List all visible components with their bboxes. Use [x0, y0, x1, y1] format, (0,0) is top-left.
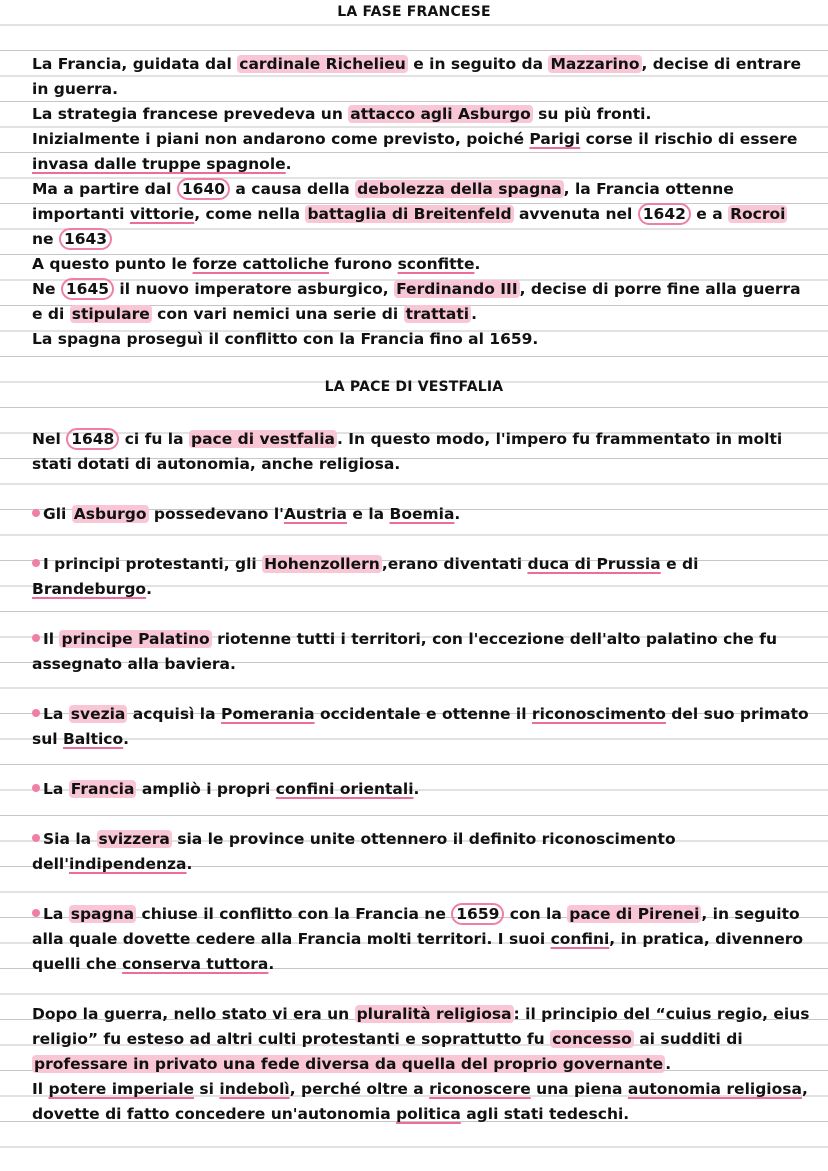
circled-year-1640: 1640	[177, 178, 230, 200]
highlight-richelieu: cardinale Richelieu	[239, 55, 406, 73]
section-title-pace-vestfalia: LA PACE DI VESTFALIA	[324, 379, 504, 395]
underline-austria: Austria	[283, 505, 348, 523]
highlight-pace-pirenei: pace di Pirenei	[569, 905, 700, 923]
highlight-mazzarino: Mazzarino	[550, 55, 640, 73]
highlight-principe-palatino: principe Palatino	[61, 630, 210, 648]
bullet-principe-palatino: Il principe Palatino riotenne tutti i territori, con l'eccezione dell'alto palatino che fu assegnato alla baviera.	[32, 630, 777, 673]
underline-boemia: Boemia	[389, 505, 455, 523]
underline-sconfitte: sconfitte	[397, 255, 475, 273]
underline-riconoscimento: riconoscimento	[531, 705, 666, 723]
underline-indipendenza: indipendenza	[68, 855, 187, 873]
highlight-breitenfeld: battaglia di Breitenfeld	[307, 205, 512, 223]
highlight-pace-vestfalia: pace di vestfalia	[190, 430, 335, 448]
paragraph-piani: Inizialmente i piani non andarono come previsto, poiché Parigi corse il rischio di essere invasa dalle truppe spagnole.	[32, 130, 798, 173]
bullet-asburgo: Gli Asburgo possedevano l'Austria e la Boemia.	[32, 502, 810, 527]
highlight-pluralita-religiosa: pluralità religiosa	[356, 1005, 512, 1023]
highlight-ferdinando-iii: Ferdinando III	[396, 280, 518, 298]
highlight-svizzera: svizzera	[98, 830, 170, 848]
bullet-francia: La Francia ampliò i propri confini orientali.	[32, 777, 810, 802]
highlight-debolezza-spagna: debolezza della spagna	[357, 180, 562, 198]
underline-politica: politica	[396, 1105, 461, 1123]
bullet-dot-icon	[32, 784, 40, 792]
bullet-dot-icon	[32, 559, 40, 567]
underline-potere-imperiale: potere imperiale	[48, 1080, 195, 1098]
highlight-francia: Francia	[70, 780, 135, 798]
underline-confini-orientali: confini orientali	[275, 780, 414, 798]
highlight-spagna: spagna	[70, 905, 135, 923]
bullet-spagna: La spagna chiuse il conflitto con la Francia ne 1659 con la pace di Pirenei , in seguito alla quale dovette cedere alla Francia molti territori. I suoi confini, in pratica, divennero quelli che conserva tuttora.	[32, 905, 804, 973]
circled-year-1642: 1642	[638, 203, 691, 225]
bullet-dot-icon	[32, 834, 40, 842]
bullet-principi-protestanti: I principi protestanti, gli Hohenzollern ,erano diventati duca di Prussia e di Brandeburgo.	[32, 555, 699, 598]
underline-brandeburgo: Brandeburgo	[32, 580, 147, 598]
circled-year-1659: 1659	[451, 903, 504, 925]
highlight-asburgo: Asburgo	[73, 505, 147, 523]
bullet-dot-icon	[32, 709, 40, 717]
paragraph-spagna-1659: La spagna proseguì il conflitto con la Francia fino al 1659.	[32, 330, 539, 348]
section-fase-francese	[32, 52, 810, 352]
highlight-svezia: svezia	[70, 705, 126, 723]
circled-year-1643: 1643	[59, 228, 112, 250]
bullet-svizzera: Sia la svizzera sia le province unite ottennero il definito riconoscimento dell'indipendenza.	[32, 830, 676, 873]
bullet-dot-icon	[32, 909, 40, 917]
underline-pomerania: Pomerania	[220, 705, 315, 723]
underline-riconoscere: riconoscere	[429, 1080, 531, 1098]
highlight-hohenzollern: Hohenzollern	[264, 555, 380, 573]
highlight-stipulare: stipulare	[71, 305, 150, 323]
paragraph-sconfitte: A questo punto le forze cattoliche furono sconfitte.	[32, 255, 481, 273]
paragraph-pluralita-religiosa: Dopo la guerra, nello stato vi era un pluralità religiosa : il principio del “cuius regio, eius religio” fu esteso ad altri culti protestanti e soprattutto fu concesso ai sudditi di professare in privato una fede diversa da quella del proprio governante .	[32, 1005, 810, 1073]
underline-confini: confini	[550, 930, 610, 948]
underline-truppe-spagnole: invasa dalle truppe spagnole	[32, 155, 286, 173]
section-title-fase-francese: LA FASE FRANCESE	[337, 4, 491, 20]
underline-duca-prussia: duca di Prussia	[527, 555, 661, 573]
highlight-attacco-asburgo: attacco agli Asburgo	[350, 105, 531, 123]
paragraph-potere-imperiale: Il potere imperiale si indebolì, perché oltre a riconoscere una piena autonomia religiosa, dovette di fatto concedere un'autonomia politica agli stati tedeschi.	[32, 1080, 808, 1123]
paragraph-strategia: La strategia francese prevedeva un attacco agli Asburgo su più fronti.	[32, 105, 652, 123]
bullet-svezia: La svezia acquisì la Pomerania occidentale e ottenne il riconoscimento del suo primato sul Baltico.	[32, 705, 809, 748]
circled-year-1648: 1648	[66, 428, 119, 450]
bullet-dot-icon	[32, 509, 40, 517]
highlight-concesso: concesso	[552, 1030, 632, 1048]
section-conclusione	[32, 1002, 810, 1127]
paragraph-pace-vestfalia: Nel 1648 ci fu la pace di vestfalia . In questo modo, l'impero fu frammentato in molti stati dotati di autonomia, anche religiosa.	[32, 430, 783, 473]
paragraph-vittorie: Ma a partire dal 1640 a causa della debolezza della spagna , la Francia ottenne importanti vittorie, come nella battaglia di Breitenfeld avvenuta nel 1642 e a Rocroi ne 1643	[32, 180, 786, 248]
underline-parigi: Parigi	[529, 130, 581, 148]
underline-indeboli: indebolì	[219, 1080, 290, 1098]
highlight-rocroi: Rocroi	[730, 205, 786, 223]
underline-baltico: Baltico	[62, 730, 124, 748]
underline-forze-cattoliche: forze cattoliche	[192, 255, 330, 273]
paragraph-francia-guerra: La Francia, guidata dal cardinale Richelieu e in seguito da Mazzarino , decise di entrare in guerra.	[32, 55, 802, 98]
highlight-trattati: trattati	[405, 305, 470, 323]
underline-conserva-tuttora: conserva tuttora	[122, 955, 269, 973]
underline-vittorie: vittorie	[129, 205, 195, 223]
highlight-professare-fede: professare in privato una fede diversa da quella del proprio governante	[34, 1055, 664, 1073]
bullet-dot-icon	[32, 634, 40, 642]
paragraph-ferdinando: Ne 1645 il nuovo imperatore asburgico, Ferdinando III , decise di porre fine alla guerra e di stipulare con vari nemici una serie di trattati .	[32, 280, 801, 323]
underline-autonomia-religiosa: autonomia religiosa	[627, 1080, 802, 1098]
circled-year-1645: 1645	[61, 278, 114, 300]
